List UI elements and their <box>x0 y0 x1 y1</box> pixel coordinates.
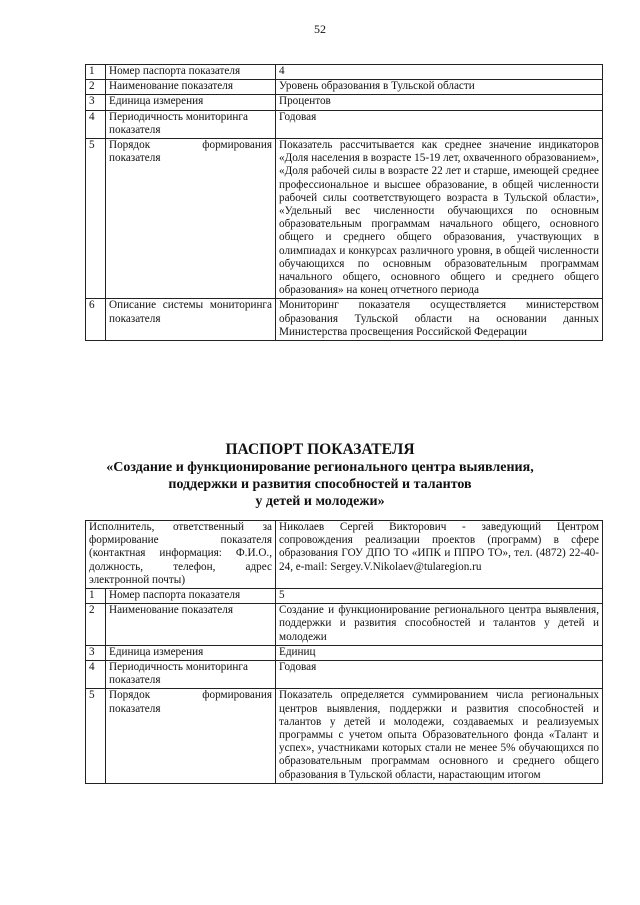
row-number: 1 <box>86 65 106 80</box>
row-label: Порядок формирования показателя <box>106 689 276 783</box>
executor-row <box>86 521 603 589</box>
row-label: Порядок формирования показателя <box>106 139 276 299</box>
executor-label: Исполнитель, ответственный за формирование показателя (контактная информация: Ф.И.О., должность, телефон, адрес электронной почты) <box>86 521 276 589</box>
row-number: 5 <box>86 689 106 783</box>
passport-title: ПАСПОРТ ПОКАЗАТЕЛЯ <box>225 441 415 458</box>
table-row <box>86 95 603 110</box>
row-number: 5 <box>86 139 106 299</box>
table-row <box>86 65 603 80</box>
row-number: 2 <box>86 80 106 95</box>
indicator-passport-table-5 <box>85 520 603 784</box>
row-label: Периодичность мониторинга показателя <box>106 661 276 689</box>
row-value: Показатель определяется суммированием числа региональных центров выявления, поддержки и развития способностей и талантов у детей и молодежи, создаваемых и реализуемых программы с учетом опыта Образовательного фонда «Талант и успех», участниками которых стали не менее 5% обучающихся по образовательным программам основного и среднего общего образования в Тульской области, нарастающим итогом <box>276 689 603 783</box>
row-number: 1 <box>86 589 106 604</box>
row-number: 3 <box>86 95 106 110</box>
row-value: 4 <box>276 65 603 80</box>
passport-subtitle-line-3: у детей и молодежи» <box>255 494 385 509</box>
table-row <box>86 645 603 660</box>
passport-subtitle-line-2: поддержки и развития способностей и талантов <box>168 477 472 492</box>
page-number: 52 <box>314 22 326 36</box>
passport-subtitle-line-1: «Создание и функционирование регионального центра выявления, <box>106 460 534 475</box>
row-label: Наименование показателя <box>106 604 276 646</box>
table-row <box>86 80 603 95</box>
row-label: Единица измерения <box>106 645 276 660</box>
table-row <box>86 661 603 689</box>
table-row <box>86 139 603 299</box>
row-number: 4 <box>86 110 106 138</box>
indicator-passport-table-4 <box>85 64 603 341</box>
row-label: Периодичность мониторинга показателя <box>106 110 276 138</box>
table-row <box>86 589 603 604</box>
row-label: Наименование показателя <box>106 80 276 95</box>
row-label: Номер паспорта показателя <box>106 589 276 604</box>
executor-value: Николаев Сергей Викторович - заведующий Центром сопровождения реализации проектов (программ) в сфере образования ГОУ ДПО ТО «ИПК и ППРО ТО», тел. (4872) 22-40-24, e-mail: Sergey.V.Nikolaev@tularegion.ru <box>276 521 603 589</box>
row-value: Уровень образования в Тульской области <box>276 80 603 95</box>
table-row <box>86 110 603 138</box>
table-row <box>86 689 603 783</box>
row-value: Годовая <box>276 661 603 689</box>
row-number: 3 <box>86 645 106 660</box>
row-value: Показатель рассчитывается как среднее значение индикаторов «Доля населения в возрасте 15-19 лет, охваченного образованием», «Доля рабочей силы в возрасте 22 лет и старше, имеющей среднее профессиональное и высшее образование, в общей численности рабочей силы соответствующего возраста в Тульской области», «Удельный вес численности обучающихся по основным образовательным программам начального общего, основного общего и среднего общего образования, участвующих в олимпиадах и конкурсах различного уровня, в общей численности обучающихся по основным образовательным программам начального общего, основного общего и среднего общего образования» на конец отчетного периода <box>276 139 603 299</box>
row-number: 6 <box>86 299 106 341</box>
table-row <box>86 604 603 646</box>
row-value: Процентов <box>276 95 603 110</box>
row-label: Описание системы мониторинга показателя <box>106 299 276 341</box>
row-value: Мониторинг показателя осуществляется министерством образования Тульской области на основании данных Министерства просвещения Российской Федерации <box>276 299 603 341</box>
row-value: Создание и функционирование регионального центра выявления, поддержки и развития способностей и талантов у детей и молодежи <box>276 604 603 646</box>
row-value: Единиц <box>276 645 603 660</box>
row-label: Номер паспорта показателя <box>106 65 276 80</box>
passport-heading <box>0 440 640 510</box>
row-value: Годовая <box>276 110 603 138</box>
row-number: 2 <box>86 604 106 646</box>
table-row <box>86 299 603 341</box>
row-label: Единица измерения <box>106 95 276 110</box>
row-number: 4 <box>86 661 106 689</box>
row-value: 5 <box>276 589 603 604</box>
